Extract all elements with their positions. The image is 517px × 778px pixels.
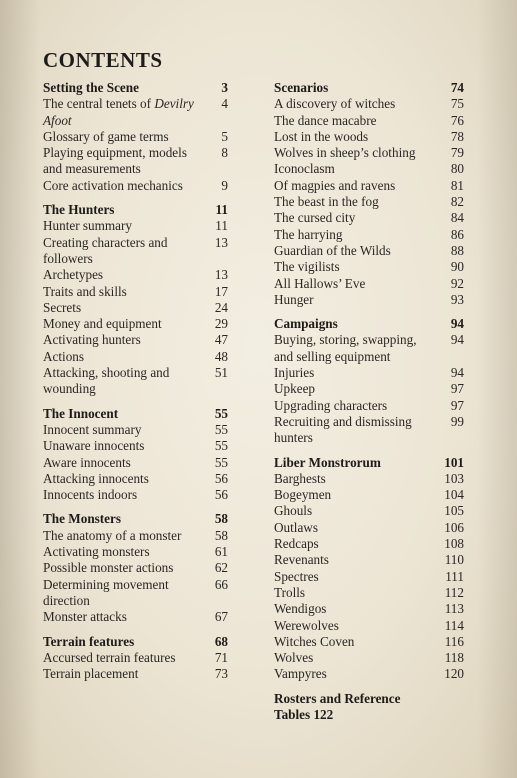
toc-entry[interactable] [43,438,228,454]
page-number: 97 [450,397,464,413]
entry-title: Wolves [274,650,314,666]
entry-title: The Hunters [43,202,115,218]
toc-entry[interactable] [43,487,228,503]
entry-title: Spectres [274,568,319,584]
toc-entry[interactable] [274,129,464,145]
toc-entry[interactable] [274,618,464,634]
toc-entry[interactable] [43,316,228,332]
entry-title: Buying, storing, swapping, and selling equipment [274,332,417,364]
section-heading[interactable] [43,406,228,422]
section-gap [43,503,228,511]
page-number: 74 [450,80,464,95]
entry-title: The beast in the fog [274,194,379,210]
entry-title: Hunger [274,291,314,307]
toc-entry[interactable] [43,365,228,398]
entry-title: Determining movement direction [43,576,169,608]
page-number: 108 [444,536,464,552]
entry-title: Monster attacks [43,609,127,625]
entry-title: The Innocent [43,405,119,421]
entry-title: Unaware innocents [43,438,145,454]
entry-title: Wendigos [274,601,327,617]
entry-title: Possible monster actions [43,560,174,576]
entry-title: Accursed terrain features [43,649,176,665]
entry-title: Attacking, shooting and wounding [43,365,170,397]
page-number: 48 [214,348,228,364]
toc-entry[interactable] [43,218,228,234]
toc-entry[interactable] [43,267,228,283]
section-heading[interactable] [274,316,464,332]
entry-title: The anatomy of a monster [43,527,182,543]
page-number: 55 [214,454,228,470]
entry-title: Innocent summary [43,421,142,437]
page-number: 47 [214,332,228,348]
page-number: 92 [450,275,464,291]
toc-entry[interactable] [274,601,464,617]
toc-entry[interactable] [274,259,464,275]
page-number: 104 [444,487,464,503]
toc-entry[interactable] [43,178,228,194]
page-number: 81 [450,177,464,193]
toc-entry[interactable] [274,145,464,161]
page-number: 86 [450,226,464,242]
page-number: 68 [214,633,228,649]
entry-title: Trolls [274,584,306,600]
page-number: 51 [214,365,228,381]
page-number: 82 [450,194,464,210]
toc-entry[interactable] [43,349,228,365]
toc-entry[interactable] [43,96,228,129]
toc-entry[interactable] [43,300,228,316]
entry-title: Secrets [43,299,82,315]
entry-title: Actions [43,348,85,364]
entry-title: Archetypes [43,267,104,283]
toc-entry[interactable] [274,96,464,112]
entry-title: Barghests [274,470,326,486]
page-number: 84 [450,210,464,226]
toc-entry[interactable] [274,332,464,365]
entry-title: Vampyres [274,666,327,682]
page-number: 114 [444,617,464,633]
toc-entry[interactable] [274,210,464,226]
entry-title: Aware innocents [43,454,131,470]
page-number: 94 [450,316,464,332]
page-number: 5 [221,128,228,144]
section-heading[interactable] [274,691,464,724]
entry-title: Upkeep [274,381,316,397]
entry-title: Activating monsters [43,544,150,560]
contents-column-left [43,80,228,682]
page-number: 106 [444,519,464,535]
toc-entry[interactable] [43,560,228,576]
toc-entry[interactable] [274,569,464,585]
toc-entry[interactable] [43,235,228,268]
section-heading[interactable] [43,80,228,96]
page-number: 94 [450,332,464,348]
toc-entry[interactable] [274,634,464,650]
page-number: 76 [450,112,464,128]
entry-title: Playing equipment, models and measurements [43,145,187,177]
toc-entry[interactable] [43,544,228,560]
toc-entry[interactable] [274,414,464,447]
page-number: 113 [444,601,464,617]
toc-entry[interactable] [274,243,464,259]
toc-entry[interactable] [274,227,464,243]
page-number: 99 [450,413,464,429]
page-number: 55 [214,421,228,437]
entry-title: The dance macabre [274,112,377,128]
toc-entry[interactable] [274,487,464,503]
section-gap [43,194,228,202]
page-number: 90 [450,259,464,275]
page-number: 101 [444,454,464,470]
toc-entry[interactable] [43,609,228,625]
page-number: 55 [214,438,228,454]
entry-title: The harrying [274,226,343,242]
page-number: 55 [214,405,228,421]
entry-title: The cursed city [274,210,356,226]
page-number: 11 [215,218,228,234]
toc-entry[interactable] [43,528,228,544]
page-number: 88 [450,242,464,258]
page-number: 13 [214,267,228,283]
page-number: 61 [214,544,228,560]
toc-entry[interactable] [43,650,228,666]
page-title: CONTENTS [43,48,163,72]
page-number: 75 [450,96,464,112]
toc-entry[interactable] [274,194,464,210]
entry-title: Guardian of the Wilds [274,242,391,258]
entry-title: Attacking innocents [43,470,149,486]
toc-entry[interactable] [274,178,464,194]
entry-title: Core activation mechanics [43,177,183,193]
entry-title: Witches Coven [274,633,355,649]
entry-title: All Hallows’ Eve [274,275,366,291]
entry-title: Bogeymen [274,487,332,503]
entry-title: A discovery of witches [274,96,396,112]
entry-title: Werewolves [274,617,339,633]
page-number: 13 [214,234,228,250]
section-gap [274,447,464,455]
toc-entry[interactable] [43,422,228,438]
page-number: 24 [214,299,228,315]
toc-entry[interactable] [43,284,228,300]
page-edge-shadow [0,0,40,778]
entry-title: Scenarios [274,80,329,95]
page-number: 116 [444,633,464,649]
page-number: 29 [214,316,228,332]
toc-entry[interactable] [274,365,464,381]
toc-entry[interactable] [274,650,464,666]
page-number: 58 [214,527,228,543]
entry-title: Revenants [274,552,329,568]
entry-title: Glossary of game terms [43,128,169,144]
page-number: 94 [450,365,464,381]
entry-title: Money and equipment [43,316,162,332]
toc-entry[interactable] [43,577,228,610]
page-number: 9 [221,177,228,193]
section-gap [43,626,228,634]
page-number: 66 [214,576,228,592]
toc-entry[interactable] [274,585,464,601]
toc-entry[interactable] [274,552,464,568]
page-number: 110 [444,552,464,568]
entry-title: Lost in the woods [274,128,369,144]
toc-entry[interactable] [274,503,464,519]
page-number: 120 [444,666,464,682]
entry-title: Hunter summary [43,218,132,234]
page-number: 93 [450,291,464,307]
toc-entry[interactable] [43,471,228,487]
page-number: 78 [450,128,464,144]
entry-title: Upgrading characters [274,397,388,413]
toc-entry[interactable] [274,381,464,397]
page-number: 118 [444,650,464,666]
entry-title: Traits and skills [43,283,127,299]
page-number: 97 [450,381,464,397]
page-edge-shadow [477,0,517,778]
toc-entry[interactable] [274,276,464,292]
entry-title: Ghouls [274,503,313,519]
entry-title-italic: Devilry Afoot [43,96,194,128]
page-number: 105 [444,503,464,519]
toc-entry[interactable] [274,666,464,682]
section-heading[interactable] [43,202,228,218]
page-number: 56 [214,487,228,503]
page-number: 80 [450,161,464,177]
page-number: 58 [214,511,228,527]
entry-title: Terrain features [43,633,135,649]
contents-column-right [274,80,464,723]
toc-entry[interactable] [274,471,464,487]
page-number: 8 [221,145,228,161]
page-number: 17 [214,283,228,299]
entry-title: Injuries [274,365,315,381]
entry-title: Terrain placement [43,666,139,682]
entry-title: Creating characters and followers [43,234,168,266]
section-heading[interactable] [43,634,228,650]
toc-entry[interactable] [274,520,464,536]
toc-entry[interactable] [43,455,228,471]
toc-entry[interactable] [274,292,464,308]
entry-title: Rosters and Reference Tables 122 [274,690,401,722]
section-gap [274,308,464,316]
section-heading[interactable] [274,80,464,96]
toc-entry[interactable] [43,666,228,682]
toc-entry[interactable] [43,332,228,348]
entry-title: The Monsters [43,511,122,527]
toc-entry[interactable] [274,161,464,177]
page-number: 67 [214,609,228,625]
entry-title: Innocents indoors [43,487,138,503]
entry-title: Iconoclasm [274,161,335,177]
toc-entry[interactable] [274,536,464,552]
entry-title: Liber Monstrorum [274,454,381,470]
page-number: 112 [444,584,464,600]
page-number: 3 [221,80,228,95]
entry-title: Activating hunters [43,332,141,348]
page-number: 11 [215,202,228,218]
page-number: 111 [445,568,464,584]
toc-entry[interactable] [274,398,464,414]
page-number: 71 [214,649,228,665]
entry-title: Recruiting and dismissing hunters [274,413,412,446]
section-heading[interactable] [43,511,228,527]
page-number: 73 [214,666,228,682]
page-number: 103 [444,470,464,486]
page-number: 62 [214,560,228,576]
entry-title: Redcaps [274,536,319,552]
page-number: 4 [221,96,228,112]
section-gap [43,398,228,406]
entry-title: The vigilists [274,259,340,275]
section-heading[interactable] [274,455,464,471]
entry-title: Wolves in sheep’s clothing [274,145,416,161]
entry-title: Campaigns [274,316,338,332]
entry-title: The central tenets of Devilry Afoot [43,96,194,128]
toc-entry[interactable] [43,129,228,145]
entry-title: Of magpies and ravens [274,177,396,193]
entry-title: Outlaws [274,519,318,535]
section-gap [274,683,464,691]
toc-entry[interactable] [43,145,228,178]
entry-title: Setting the Scene [43,80,139,95]
page-number: 79 [450,145,464,161]
page-number: 56 [214,470,228,486]
toc-entry[interactable] [274,113,464,129]
